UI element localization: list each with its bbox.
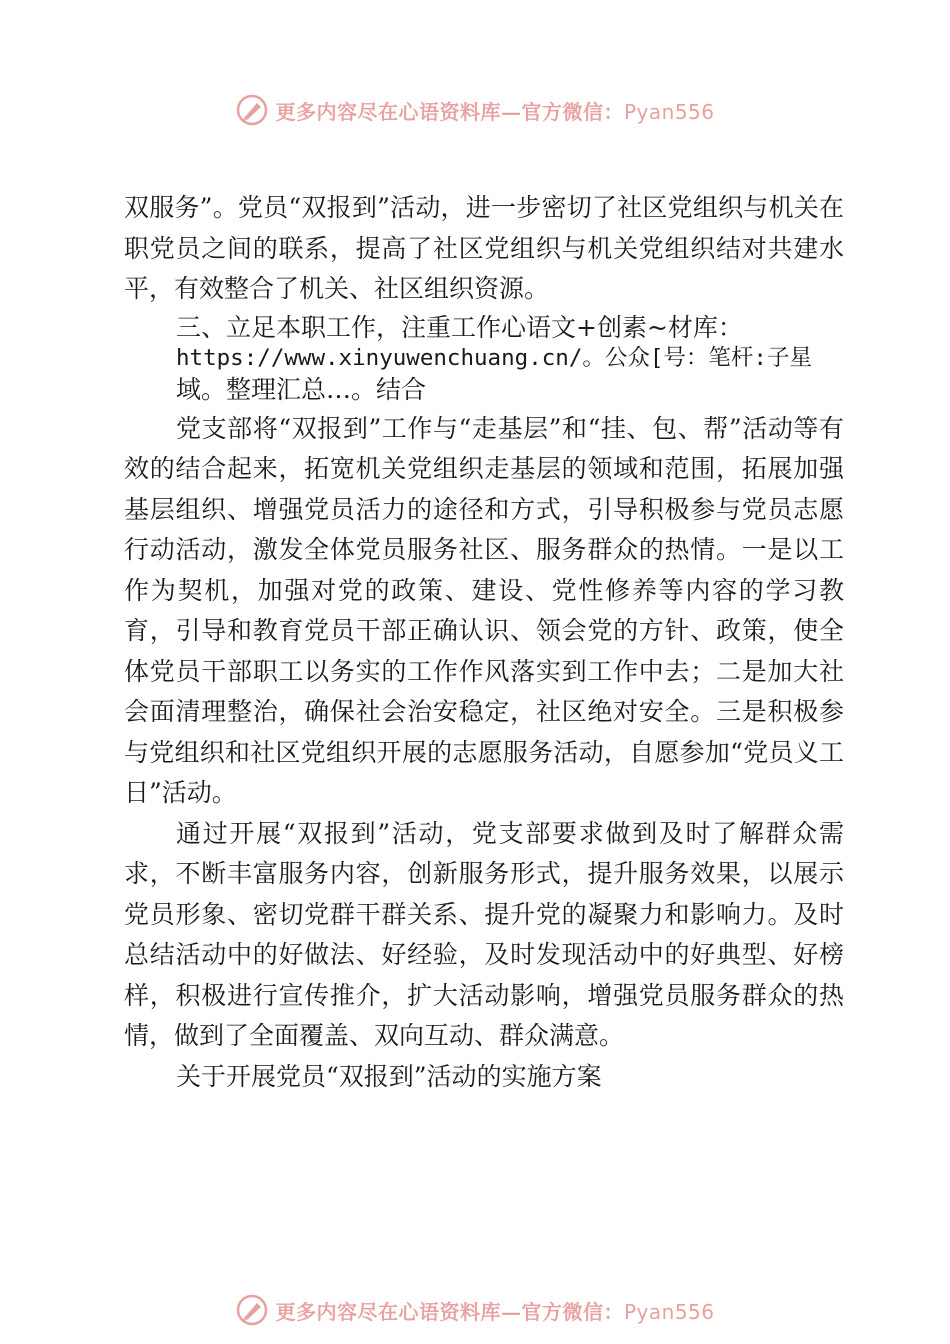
heading-line-3: 域。整理汇总…。结合 bbox=[176, 374, 427, 404]
paragraph-2: 党支部将“双报到”工作与“走基层”和“挂、包、帮”活动等有效的结合起来，拓宽机关党组织走基层的领域和范围，拓展加强基层组织、增强党员活力的途径和方式，引导积极参与党员志愿行动活动，激发全体党员服务社区、服务群众的热情。一是以工作为契机，加强对党的政策、建设、党性修养等内容的学习教育，引导和教育党员干部正确认识、领会党的方针、政策，使全体党员干部职工以务实的工作作风落实到工作中去；二是加大社会面清理整治，确保社会治安稳定，社区绝对安全。三是积极参与党组织和社区党组织开展的志愿服务活动，自愿参加“党员义工日”活动。 bbox=[124, 413, 844, 807]
pen-nib-logo-icon bbox=[235, 1293, 269, 1327]
footer-watermark bbox=[0, 1290, 950, 1330]
header-watermark bbox=[0, 90, 950, 130]
heading-line-2: https://www.xinyuwenchuang.cn/。公众[号：笔杆:子星 bbox=[176, 344, 812, 371]
section-heading bbox=[124, 312, 844, 405]
pen-nib-logo-icon bbox=[235, 93, 269, 127]
heading-line-1: 三、立足本职工作，注重工作心语文+创素~材库： bbox=[176, 312, 743, 342]
paragraph-4: 关于开展党员“双报到”活动的实施方案 bbox=[176, 1061, 602, 1091]
paragraph-3: 通过开展“双报到”活动，党支部要求做到及时了解群众需求，不断丰富服务内容，创新服务形式，提升服务效果，以展示党员形象、密切党群干群关系、提升党的凝聚力和影响力。及时总结活动中的好做法、好经验，及时发现活动中的好典型、好榜样，积极进行宣传推介，扩大活动影响，增强党员服务群众的热情，做到了全面覆盖、双向互动、群众满意。 bbox=[124, 818, 844, 1050]
watermark-id: Pyan556 bbox=[623, 99, 715, 124]
watermark-text: 更多内容尽在心语资料库—官方微信：Pyan556 bbox=[275, 99, 715, 124]
watermark-text: 更多内容尽在心语资料库—官方微信：Pyan556 bbox=[275, 1299, 715, 1324]
paragraph-1: 双服务”。党员“双报到”活动，进一步密切了社区党组织与机关在职党员之间的联系，提高了社区党组织与机关党组织结对共建水平，有效整合了机关、社区组织资源。 bbox=[124, 193, 844, 303]
watermark-id: Pyan556 bbox=[623, 1299, 715, 1324]
document-body bbox=[124, 188, 844, 1097]
